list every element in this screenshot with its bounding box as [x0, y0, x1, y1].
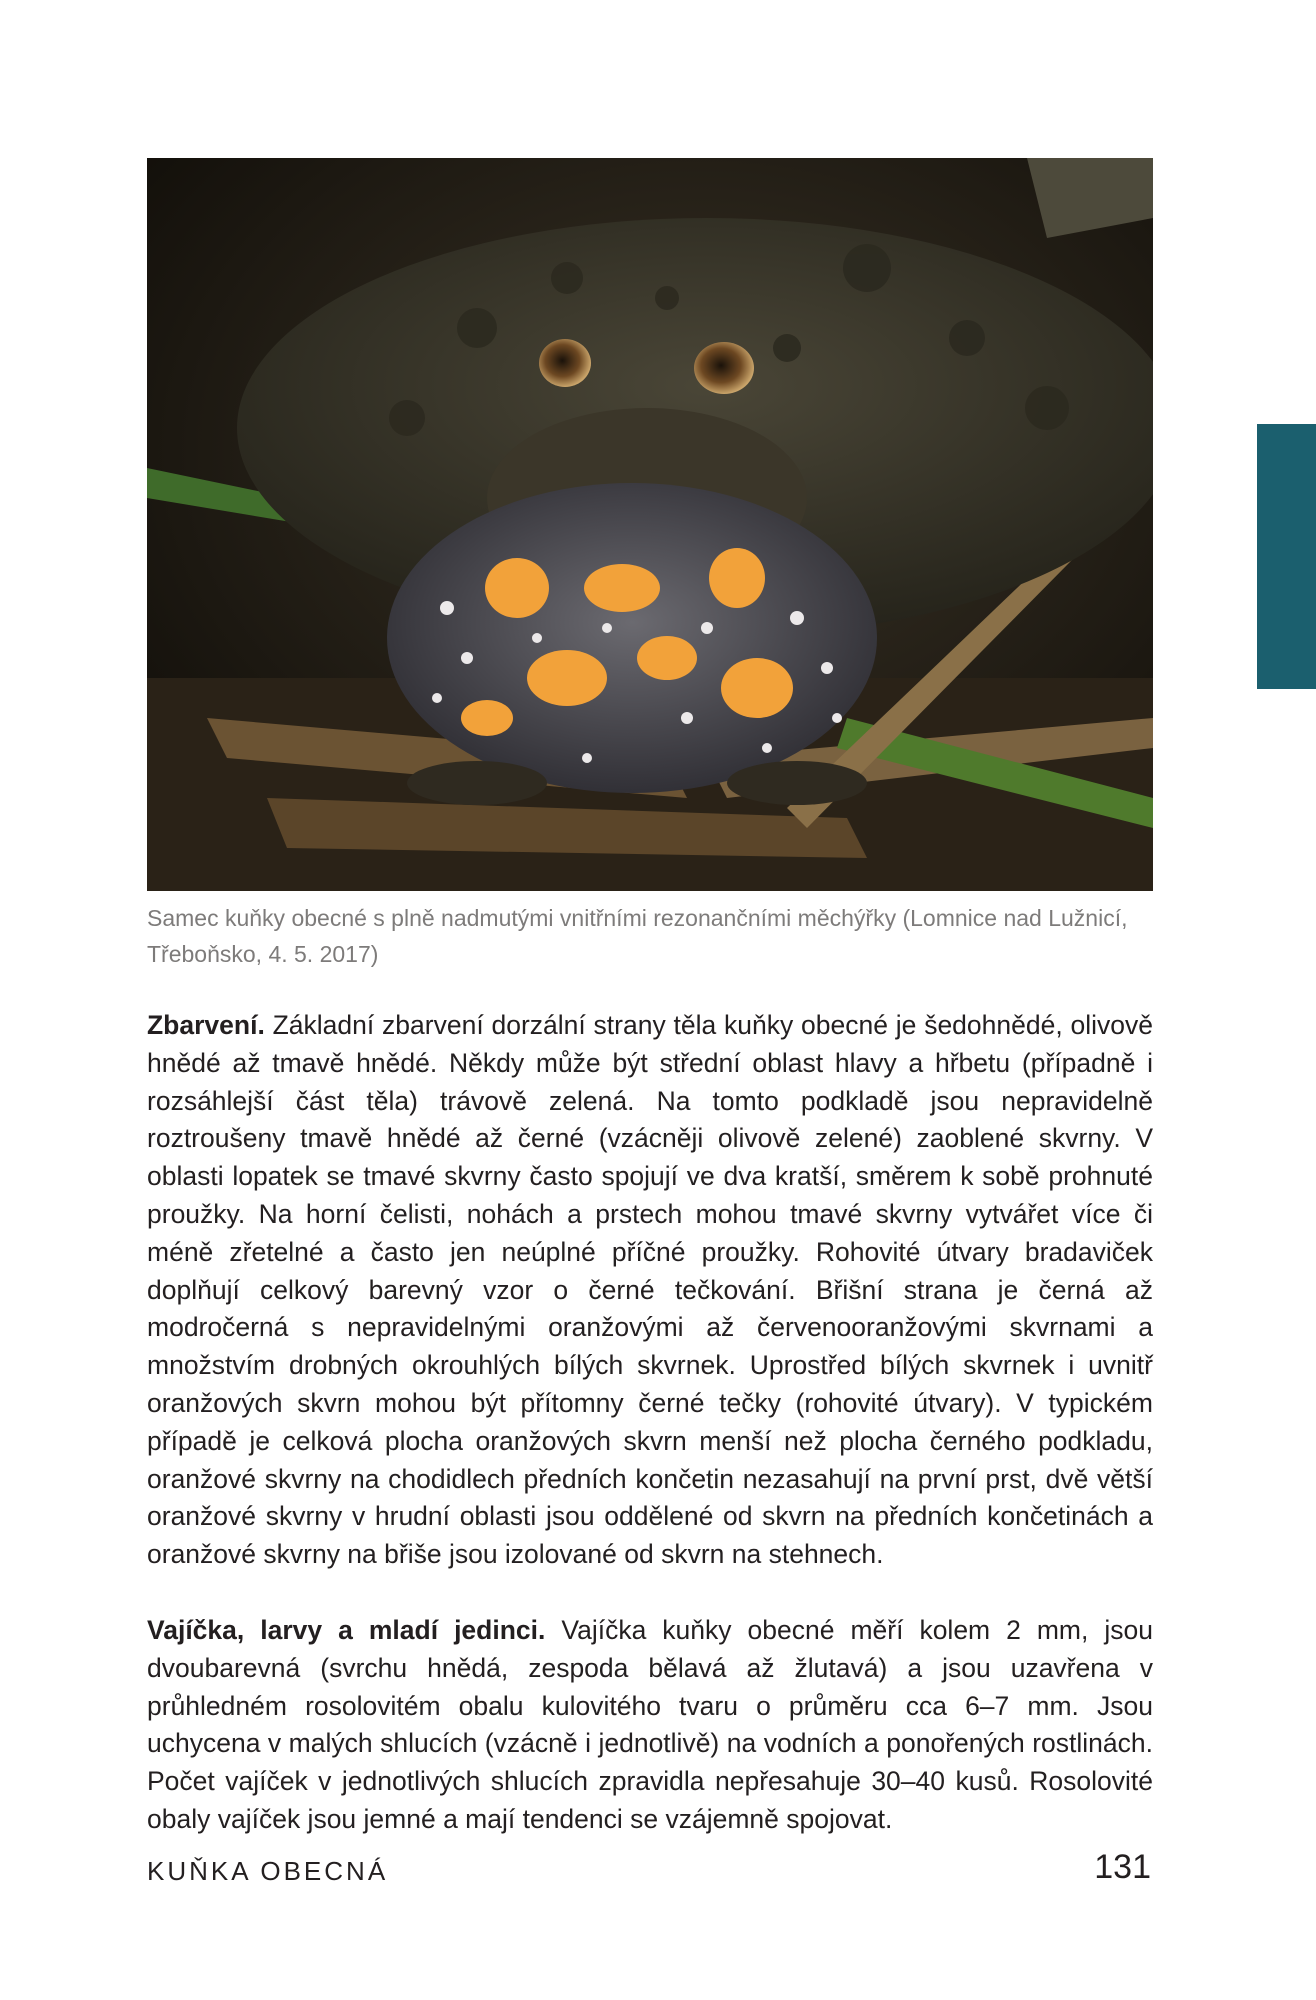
paragraph-eggs-larvae [147, 1612, 1153, 1839]
paragraph-body-coloration: Základní zbarvení dorzální strany těla kuňky obecné je šedohnědé, olivově hnědé až tmavě hnědé. Někdy může být střední oblast hlavy a hřbetu (případně i rozsáhlejší část těla) trávově zelená. Na tomto podkladě jsou nepravidelně roztroušeny tmavě hnědé až černé (vzácněji olivově zelené) zaoblené skvrny. V oblasti lopatek se tmavé skvrny často spojují ve dva kratší, směrem k sobě prohnuté proužky. Na horní čelisti, nohách a prstech mohou tmavé skvrny vytvářet více či méně zřetelné a často jen neúplné příčné proužky. Rohovité útvary bradaviček doplňují celkový barevný vzor o černé tečkování. Břišní strana je černá až modročerná s nepravidelnými oranžovými až červenooranžovými skvrnami a množstvím drobných okrouhlých bílých skvrnek. Uprostřed bílých skvrnek i uvnitř oranžových skvrn mohou být přítomny černé tečky (rohovité útvary). V typickém případě je celková plocha oranžových skvrn menší než plocha černého podkladu, oranžové skvrny na chodidlech předních končetin nezasahují na první prst, dvě větší oranžové skvrny v hrudní oblasti jsou oddělené od skvrn na předních končetinách a oranžové skvrny na břiše jsou izolované od skvrn na stehnech. [147, 1010, 1153, 1570]
page-number: 131 [1094, 1848, 1151, 1886]
paragraph-body-eggs-larvae: Vajíčka kuňky obecné měří kolem 2 mm, jsou dvoubarevná (svrchu hnědá, zespoda bělavá až žlutavá) a jsou uzavřena v průhledném rosolovitém obalu kulovitého tvaru o průměru cca 6–7 mm. Jsou uchycena v malých shlucích (vzácně i jednotlivě) na vodních a ponořených rostlinách. Počet vajíček v jednotlivých shlucích zpravidla nepřesahuje 30–40 kusů. Rosolovité obaly vajíček jsou jemné a mají tendenci se vzájemně spojovat. [147, 1614, 1153, 1834]
paragraph-lead-eggs-larvae: Vajíčka, larvy a mladí jedinci. [147, 1614, 546, 1645]
main-text [147, 1007, 1153, 1839]
paragraph-lead-coloration: Zbarvení. [147, 1010, 265, 1040]
chapter-side-tab [1257, 424, 1316, 689]
paragraph-coloration [147, 1007, 1153, 1574]
running-head: KUŇKA OBECNÁ [147, 1856, 389, 1886]
frog-photo-illustration [147, 158, 1153, 891]
caption-line-1: Samec kuňky obecné s plně nadmutými vnitřními rezonančními měchýřky (Lomnice nad Lužnicí, [147, 905, 1128, 931]
caption-line-2: Třeboňsko, 4. 5. 2017) [147, 941, 379, 967]
photo-caption [147, 900, 1157, 972]
frog-photo [147, 158, 1153, 891]
